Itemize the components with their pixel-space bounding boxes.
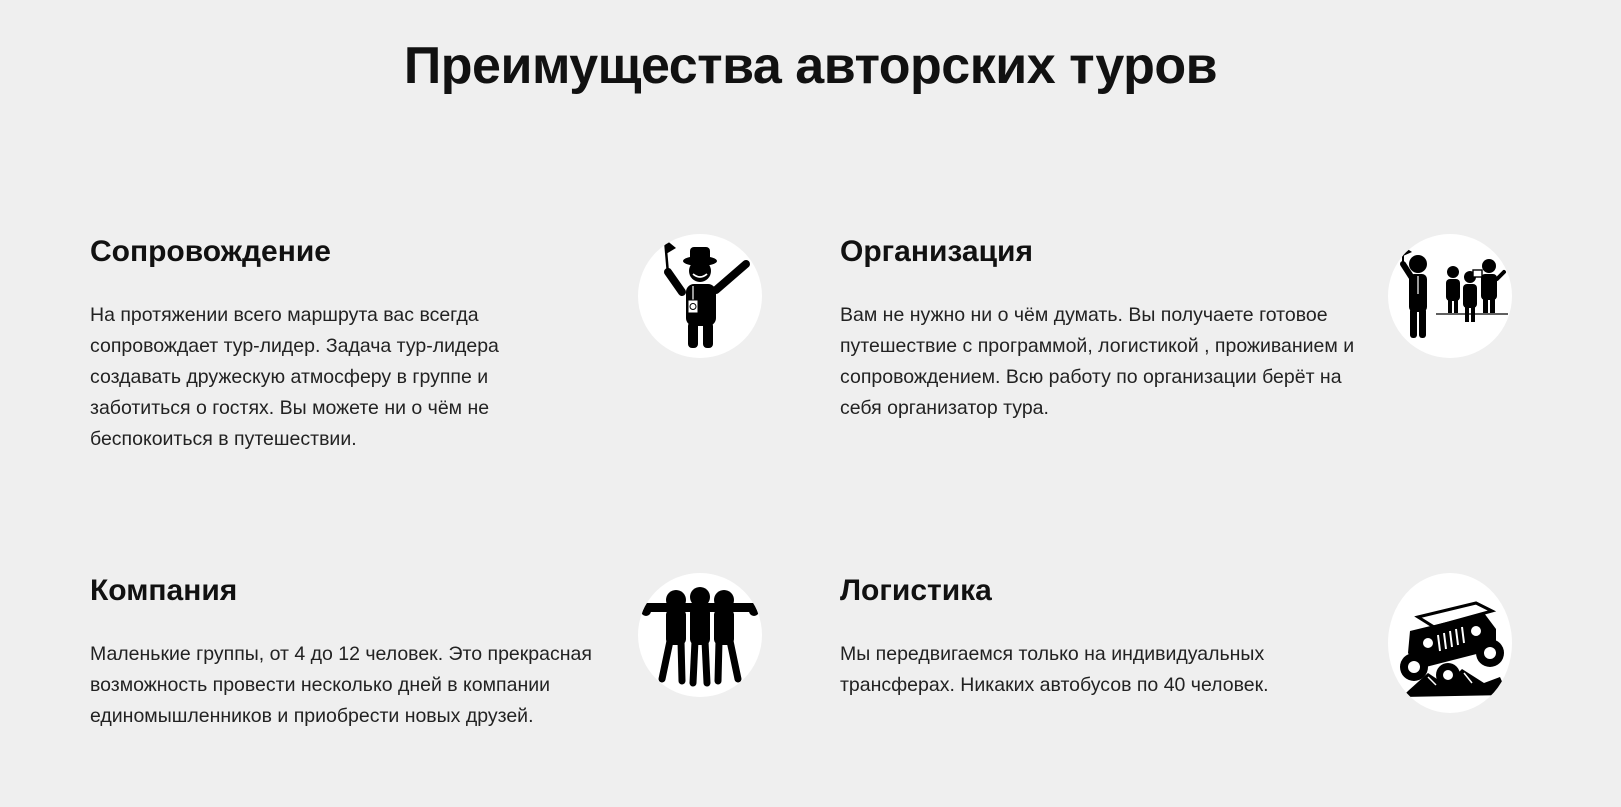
feature-text: Мы передвигаемся только на индивидуальных трансферах. Никаких автобусов по 40 человек. [840, 643, 1269, 696]
feature-title: Организация [840, 235, 1033, 268]
feature-text: Маленькие группы, от 4 до 12 человек. Это прекрасная возможность провести несколько дней в компании единомышленников и приобрести новых друзей. [90, 643, 592, 727]
feature-text: На протяжении всего маршрута вас всегда сопровождает тур-лидер. Задача тур-лидера создавать дружескую атмосферу в группе и заботиться о гостях. Вы можете ни о чём не беспокоиться в путешествии. [90, 304, 499, 450]
section-title: Преимущества авторских туров [403, 37, 1218, 95]
feature-title: Компания [90, 574, 238, 607]
group-with-guide-icon [1388, 234, 1512, 358]
feature-title: Логистика [840, 574, 992, 607]
feature-text: Вам не нужно ни о чём думать. Вы получаете готовое путешествие с программой, логистикой , проживанием и сопровождением. Всю работу по организации берёт на себя организатор тура. [840, 304, 1355, 419]
feature-title: Сопровождение [90, 235, 331, 268]
friends-group-icon [638, 573, 762, 697]
offroad-jeep-icon [1388, 573, 1512, 713]
tour-guide-icon [638, 234, 762, 358]
